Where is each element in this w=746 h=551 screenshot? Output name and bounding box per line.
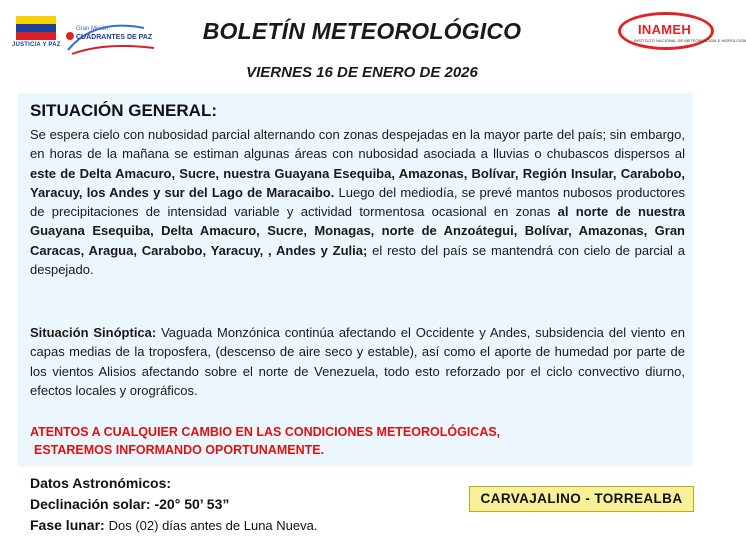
declination-row [30,494,317,515]
forecast-text-a: Se espera cielo con nubosidad parcial alternando con zonas despejadas en la mayor parte del país; sin embargo, en horas de la mañana se estiman algunas áreas con nubosidad asociada a lluvias o chubascos dispersos al [30,127,685,162]
forecast-text-c: Luego del mediodía, se prevé mantos nubosos productores de precipitaciones de intensidad variable y actividad tormentosa ocasional en zonas [30,184,685,220]
forecast-zones-morning: este de Delta Amacuro, Sucre, nuestra Guayana Esequiba, Amazonas, Bolívar, Región Insular, Carabobo, Yaracuy, los Andes y sur del Lago de Maracaibo. [30,165,685,200]
moon-phase-value-c: días antes de Luna Nueva. [158,518,318,533]
situation-title: SITUACIÓN GENERAL: [30,101,217,120]
header [0,0,746,92]
inameh-logo [618,12,746,54]
astronomical-data [30,473,317,536]
moon-phase-label: Fase lunar: [30,517,109,533]
forecast-text-e: el resto del país se mantendrá con cielo de parcial a despejado. [30,242,686,278]
astro-title: Datos Astronómicos: [30,475,172,491]
synoptic-paragraph [30,323,685,400]
general-situation-panel [18,93,693,466]
cuadrantes-text: CUADRANTES DE PAZ [76,34,153,41]
declination-value: -20° 50’ 53” [154,496,230,512]
declination-label: Declinación solar: [30,496,155,512]
bulletin-title: BOLETÍN METEOROLÓGICO [202,18,522,44]
alert-line-2: ESTAREMOS INFORMANDO OPORTUNAMENTE. [34,443,325,457]
justicia-paz-label: JUSTICIA Y PAZ [12,42,61,48]
bulletin-date: VIERNES 16 DE ENERO DE 2026 [246,64,478,81]
alert-line-1: ATENTOS A CUALQUIER CAMBIO EN LAS CONDICIONES METEOROLÓGICAS, [30,425,501,439]
alert-notice [30,423,500,459]
forecast-paragraph [30,125,685,279]
synoptic-label: Situación Sinóptica: [30,325,157,340]
moon-phase-row [30,515,317,536]
moon-phase-value-a: Dos [108,518,136,533]
gran-mision-text: Gran Misión [76,26,109,32]
inameh-subtitle: INSTITUTO NACIONAL DE METEOROLOGÍA E HIDROLOGÍA [634,38,746,43]
moon-phase-value-b: (02) [135,518,159,533]
authors-badge: CARVAJALINO - TORREALBA [469,486,694,512]
synoptic-text: Vaguada Monzónica continúa afectando el Occidente y Andes, subsidencia del viento en capas medias de la troposfera, (descenso de aire seco y estable), así como el aporte de humedad por parte de los vientos Alisios afectando sobre el norte de Venezuela, todo esto reforzado por el ciclo convectivo diurno, efectos locales y orográficos. [30,325,685,398]
forecast-zones-afternoon: al norte de nuestra Guayana Esequiba, Delta Amacuro, Sucre, Monagas, norte de Anzoátegui, Bolívar, Amazonas, Gran Caracas, Aragua, Carabobo, Yaracuy, , Andes y Zulia; [30,204,685,258]
inameh-name: INAMEH [638,22,692,37]
